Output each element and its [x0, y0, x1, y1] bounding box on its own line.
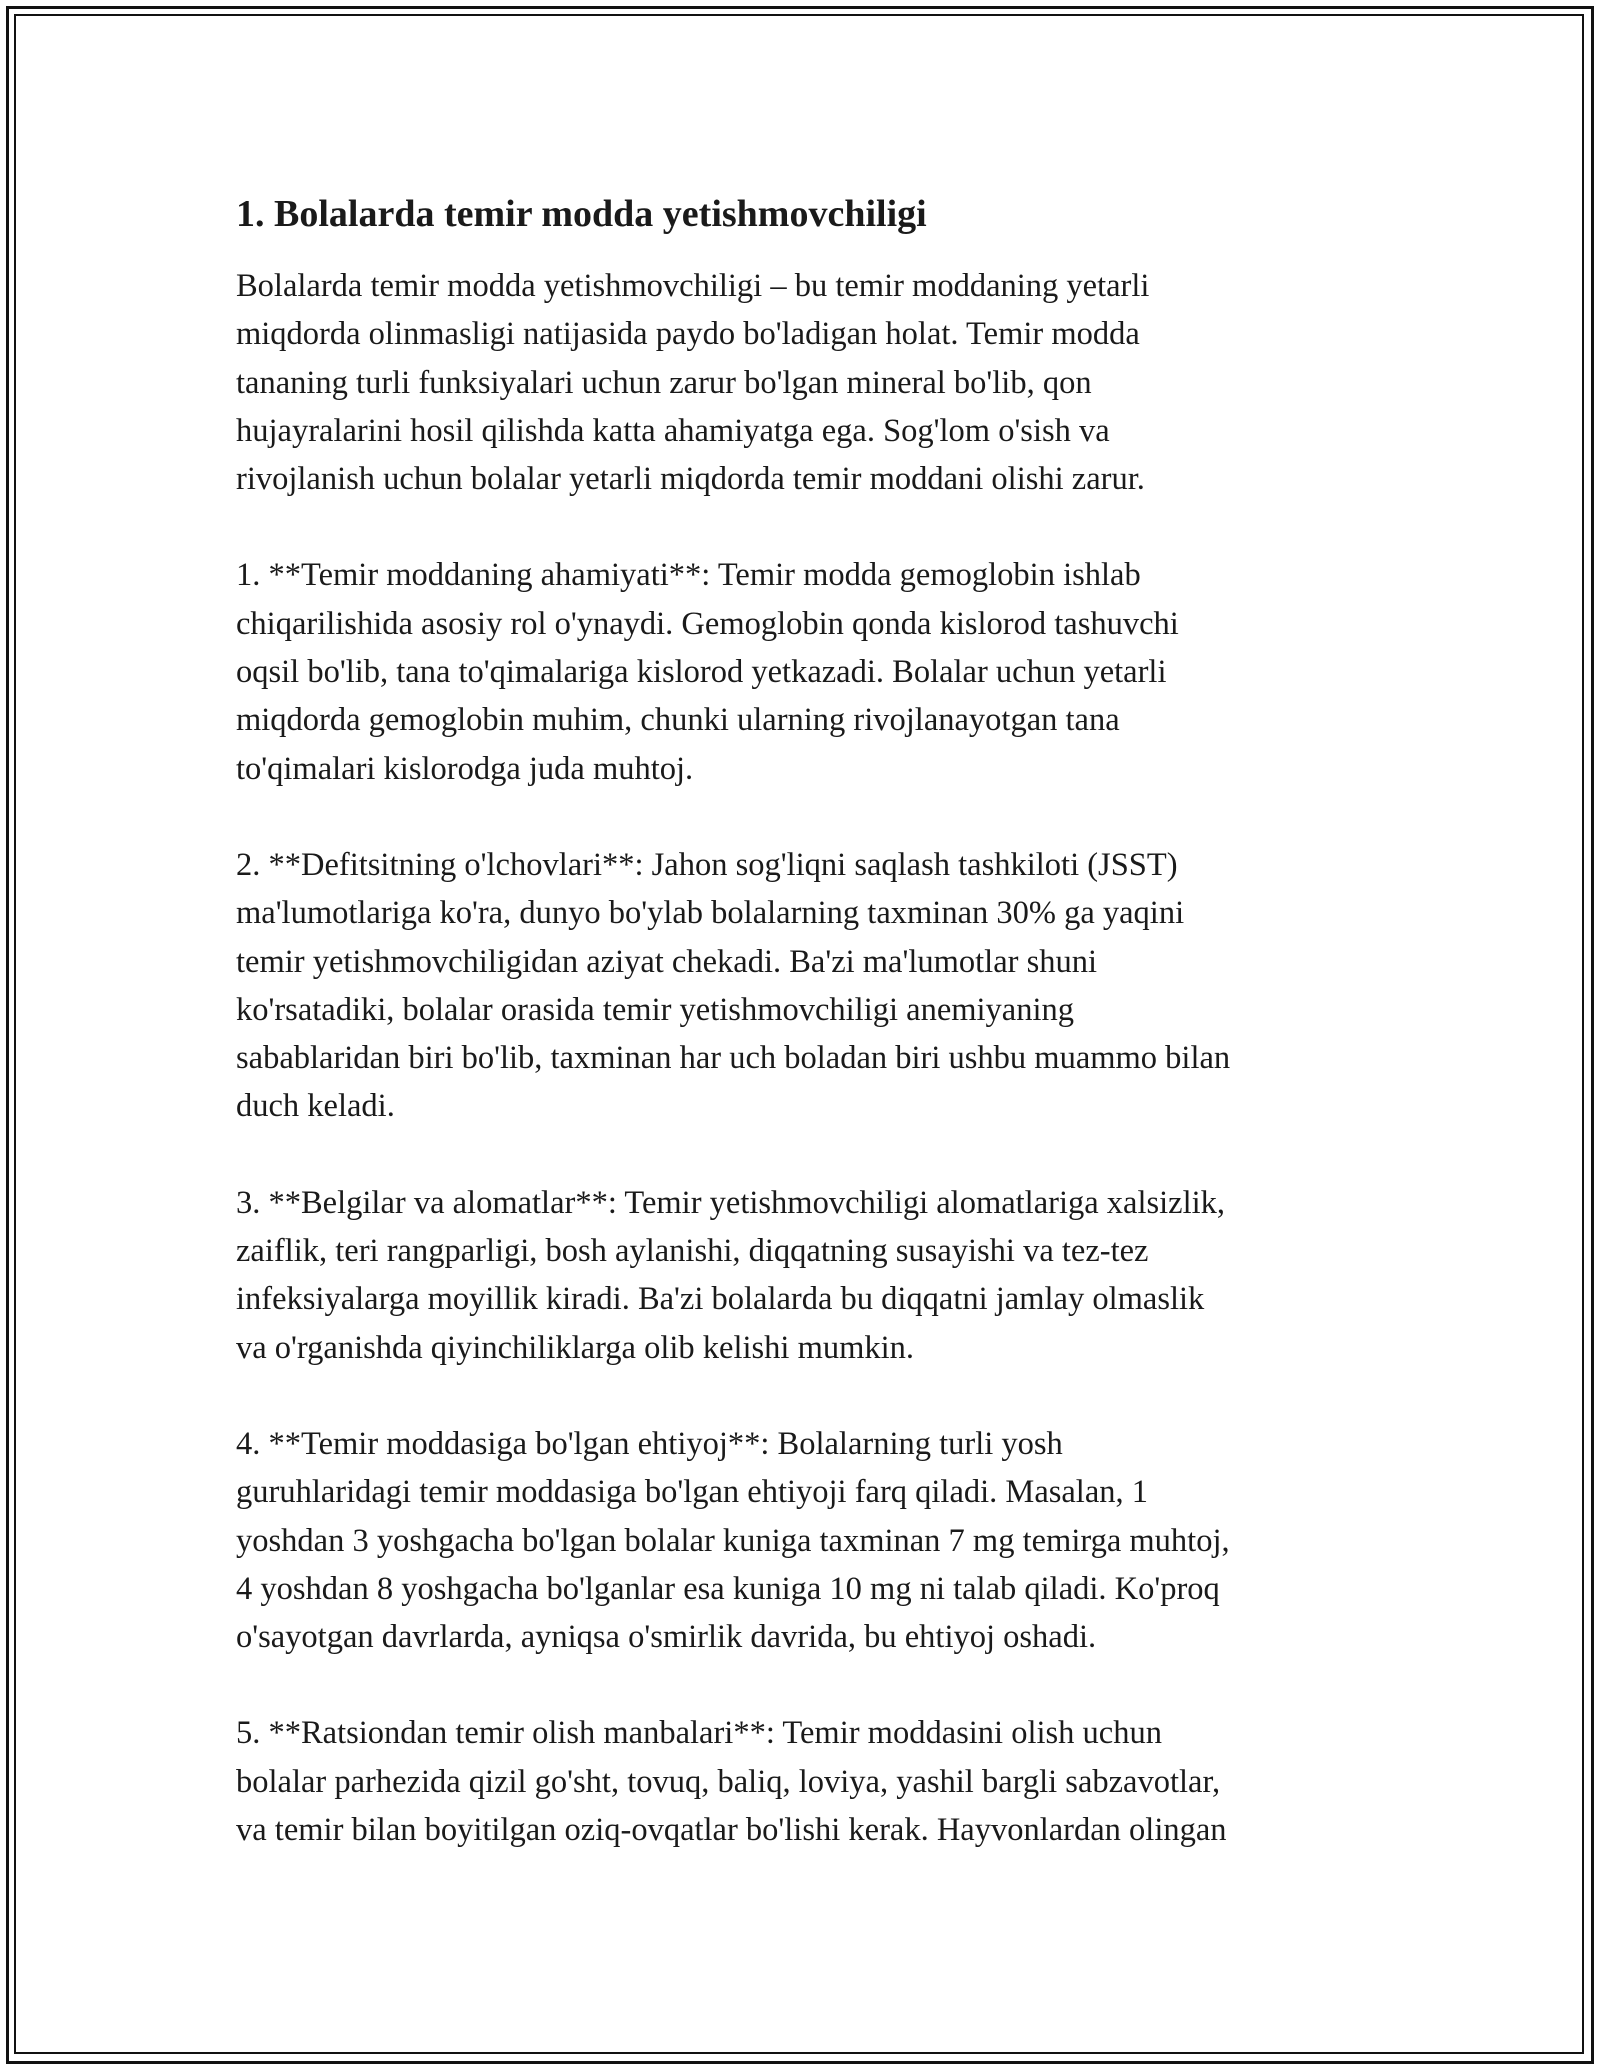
text-line: to'qimalari kislorodga juda muhtoj.	[236, 750, 694, 787]
paragraph-item-4	[236, 1420, 1386, 1661]
document-heading: 1. Bolalarda temir modda yetishmovchiligi	[236, 193, 927, 235]
text-line: temir yetishmovchiligidan aziyat chekadi. Ba'zi ma'lumotlar shuni	[236, 943, 1097, 980]
text-line: yoshdan 3 yoshgacha bo'lgan bolalar kuniga taxminan 7 mg temirga muhtoj,	[236, 1522, 1230, 1559]
text-line: va temir bilan boyitilgan oziq-ovqatlar bo'lishi kerak. Hayvonlardan olingan	[236, 1812, 1227, 1849]
text-line: miqdorda olinmasligi natijasida paydo bo'ladigan holat. Temir modda	[236, 316, 1140, 353]
text-line: 4 yoshdan 8 yoshgacha bo'lganlar esa kuniga 10 mg ni talab qiladi. Ko'proq	[236, 1570, 1220, 1607]
text-line: infeksiyalarga moyillik kiradi. Ba'zi bolalarda bu diqqatni jamlay olmaslik	[236, 1281, 1205, 1318]
text-line: duch keladi.	[236, 1088, 395, 1125]
paragraph-item-3	[236, 1179, 1386, 1372]
text-line: 1. **Temir moddaning ahamiyati**: Temir modda gemoglobin ishlab	[236, 557, 1141, 594]
document-body	[236, 186, 1386, 1902]
text-line: miqdorda gemoglobin muhim, chunki ularning rivojlanayotgan tana	[236, 702, 1120, 739]
text-line: Bolalarda temir modda yetishmovchiligi – bu temir moddaning yetarli	[236, 268, 1150, 304]
text-line: rivojlanish uchun bolalar yetarli miqdorda temir moddani olishi zarur.	[236, 461, 1145, 498]
paragraph-item-2	[236, 841, 1386, 1131]
text-line: chiqarilishida asosiy rol o'ynaydi. Gemoglobin qonda kislorod tashuvchi	[236, 605, 1179, 642]
paragraph-item-1	[236, 551, 1386, 792]
text-line: zaiflik, teri rangparligi, bosh aylanishi, diqqatning susayishi va tez-tez	[236, 1233, 1149, 1270]
text-line: sabablaridan biri bo'lib, taxminan har uch boladan biri ushbu muammo bilan	[236, 1040, 1231, 1077]
text-line: va o'rganishda qiyinchiliklarga olib kelishi mumkin.	[236, 1329, 915, 1366]
text-line: ko'rsatadiki, bolalar orasida temir yetishmovchiligi anemiyaning	[236, 991, 1075, 1028]
text-line: tananing turli funksiyalari uchun zarur bo'lgan mineral bo'lib, qon	[236, 364, 1092, 401]
text-line: 3. **Belgilar va alomatlar**: Temir yetishmovchiligi alomatlariga xalsizlik,	[236, 1184, 1226, 1221]
paragraph-item-5	[236, 1709, 1386, 1854]
text-line: guruhlaridagi temir moddasiga bo'lgan ehtiyoji farq qiladi. Masalan, 1	[236, 1474, 1149, 1511]
text-line: oqsil bo'lib, tana to'qimalariga kislorod yetkazadi. Bolalar uchun yetarli	[236, 654, 1167, 691]
text-line: 2. **Defitsitning o'lchovlari**: Jahon sog'liqni saqlash tashkiloti (JSST)	[236, 846, 1178, 883]
text-line: bolalar parhezida qizil go'sht, tovuq, baliq, loviya, yashil bargli sabzavotlar,	[236, 1763, 1221, 1800]
text-line: 4. **Temir moddasiga bo'lgan ehtiyoj**: Bolalarning turli yosh	[236, 1425, 1063, 1462]
text-line: ma'lumotlariga ko'ra, dunyo bo'ylab bolalarning taxminan 30% ga yaqini	[236, 895, 1185, 932]
text-line: o'sayotgan davrlarda, ayniqsa o'smirlik davrida, bu ehtiyoj oshadi.	[236, 1619, 1097, 1656]
paragraph-intro	[236, 262, 1386, 503]
text-line: hujayralarini hosil qilishda katta ahamiyatga ega. Sog'lom o'sish va	[236, 412, 1110, 449]
text-line: 5. **Ratsiondan temir olish manbalari**: Temir moddasini olish uchun	[236, 1715, 1162, 1752]
